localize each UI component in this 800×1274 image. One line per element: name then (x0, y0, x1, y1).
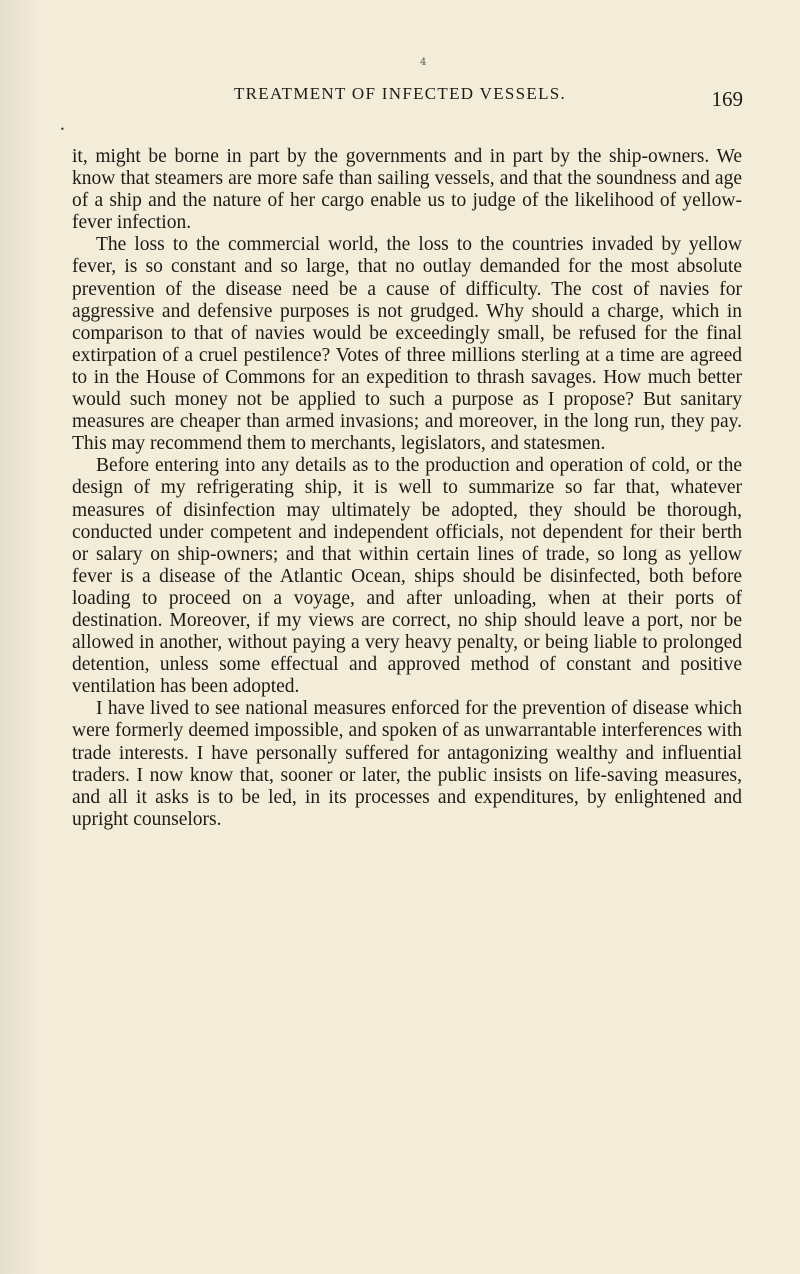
page-header (55, 84, 745, 114)
printer-mark: 4 (420, 57, 427, 68)
margin-bullet: • (60, 125, 65, 134)
paragraph-4: I have lived to see national measures enforced for the prevention of disease which were formerly deemed impossible, and spoken of as unwarrantable interferences with trade interests. I have personally suffered for antagonizing wealthy and influential traders. I now know that, sooner or later, the public insists on life-saving measures, and all it asks is to be led, in its processes and expenditures, by enlightened and upright counselors. (72, 698, 742, 830)
running-title: TREATMENT OF INFECTED VESSELS. (233, 84, 567, 103)
body-text (72, 146, 742, 831)
paragraph-1: it, might be borne in part by the governments and in part by the ship-owners. We know that steamers are more safe than sailing vessels, and that the soundness and age of a ship and the nature of her cargo enable us to judge of the likelihood of yellow-fever infection. (72, 146, 742, 234)
paragraph-3: Before entering into any details as to the production and operation of cold, or the design of my refrigerating ship, it is well to summarize so far that, whatever measures of disinfection may ultimately be adopted, they should be thorough, conducted under competent and independent officials, not dependent for their berth or salary on ship-owners; and that within certain lines of trade, so long as yellow fever is a disease of the Atlantic Ocean, ships should be disinfected, both before loading to proceed on a voyage, and after unloading, when at their ports of destination. Moreover, if my views are correct, no ship should leave a port, nor be allowed in another, without paying a very heavy penalty, or being liable to prolonged detention, unless some effectual and approved method of constant and positive ventilation has been adopted. (72, 455, 742, 698)
paragraph-2: The loss to the commercial world, the loss to the countries invaded by yellow fever, is so constant and so large, that no outlay demanded for the most absolute prevention of the disease need be a cause of difficulty. The cost of navies for aggressive and defensive purposes is not grudged. Why should a charge, which in comparison to that of navies would be exceedingly small, be refused for the final extirpation of a cruel pestilence? Votes of three millions sterling at a time are agreed to in the House of Commons for an expedition to thrash savages. How much better would such money not be applied to such a purpose as I propose? But sanitary measures are cheaper than armed invasions; and moreover, in the long run, they pay. This may recommend them to merchants, legislators, and statesmen. (72, 234, 742, 455)
page-number: 169 (711, 87, 743, 111)
